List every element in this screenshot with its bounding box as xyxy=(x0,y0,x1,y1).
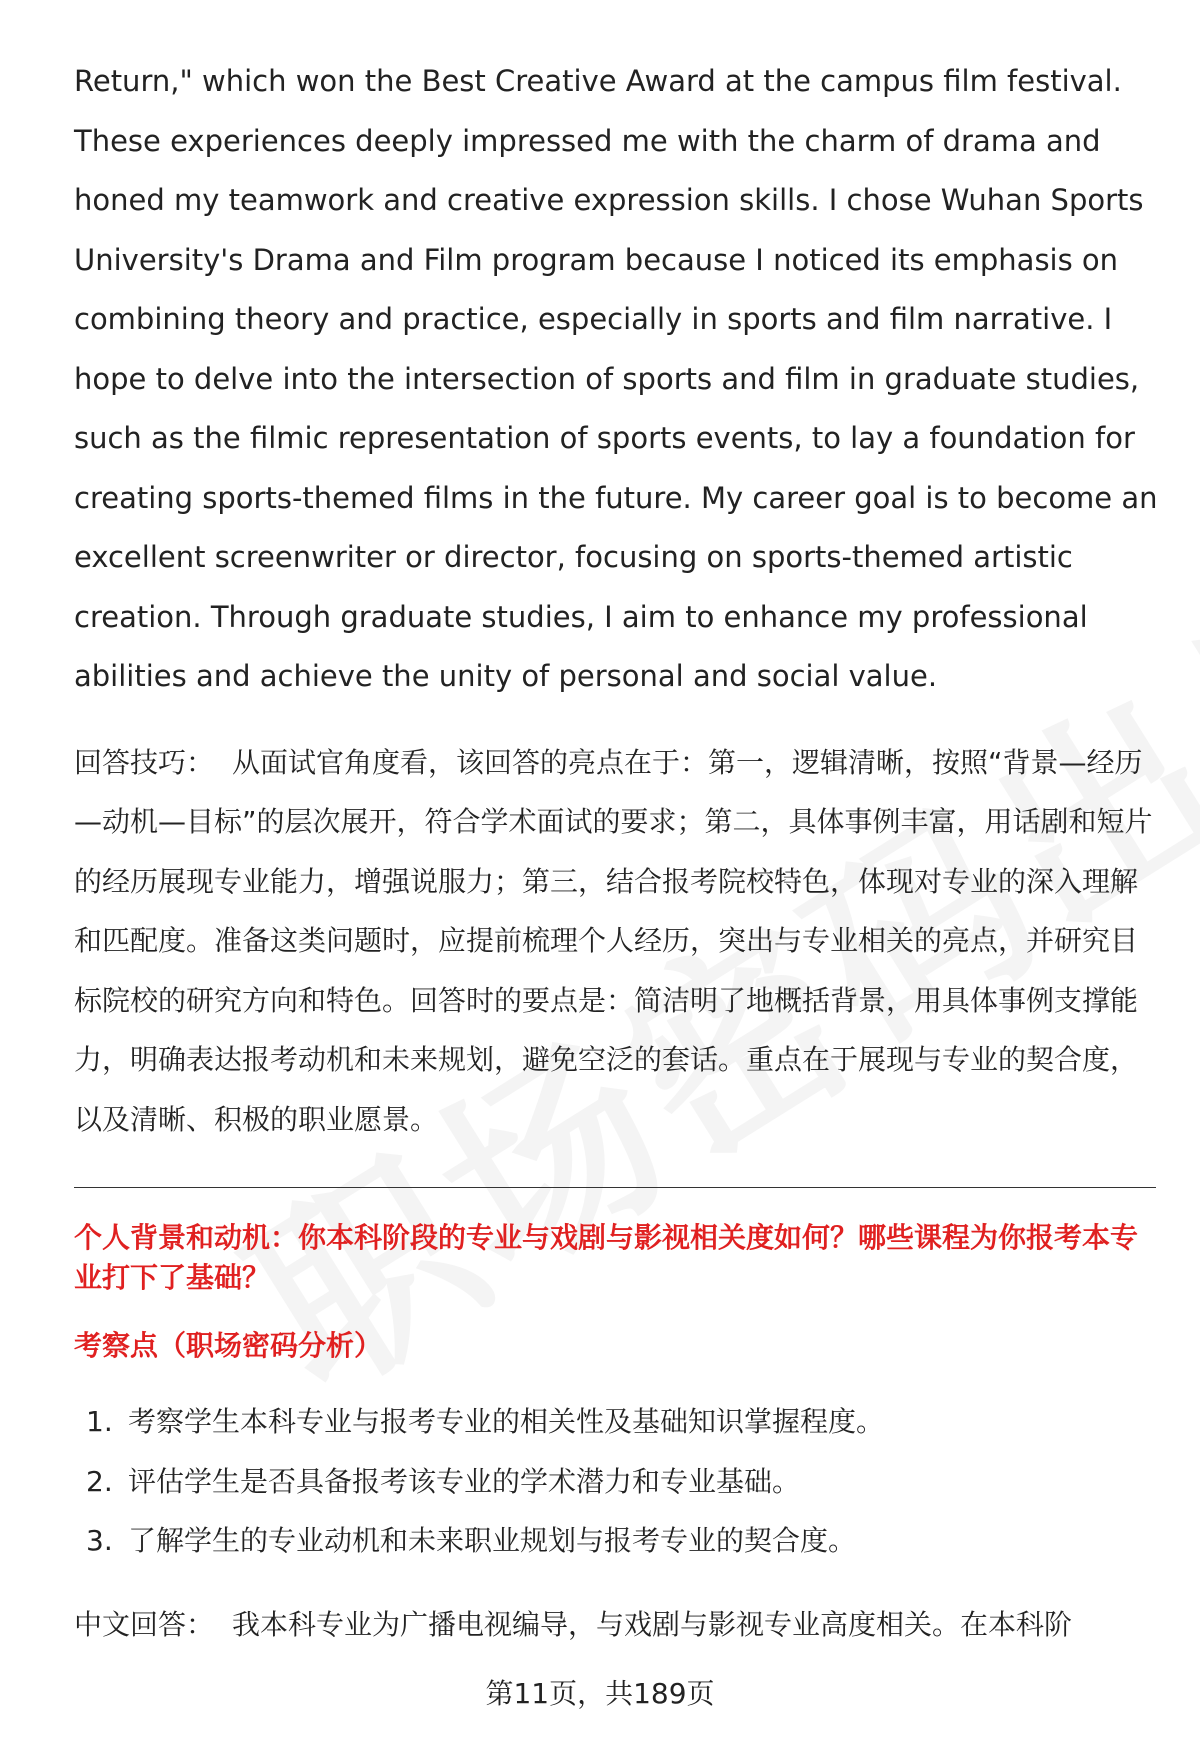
list-item xyxy=(74,1392,1164,1452)
chinese-answer-paragraph xyxy=(74,1595,1164,1655)
english-answer-paragraph: Return," which won the Best Creative Award at the campus film festival. These experiences deeply impressed me with the charm of drama and honed my teamwork and creative expression skills. I chose Wuhan Sports University's Drama and Film program because I noticed its emphasis on combining theory and practice, especially in sports and film narrative. I hope to delve into the intersection of sports and film in graduate studies, such as the filmic representation of sports events, to lay a foundation for creating sports-themed films in the future. My career goal is to become an excellent screenwriter or director, focusing on sports-themed artistic creation. Through graduate studies, I aim to enhance my professional abilities and achieve the unity of personal and social value. xyxy=(74,64,1158,693)
list-item-text: 考察学生本科专业与报考专业的相关性及基础知识掌握程度。 xyxy=(128,1405,885,1438)
chinese-answer-text: 我本科专业为广播电视编导，与戏剧与影视专业高度相关。在本科阶 xyxy=(232,1607,1073,1641)
list-item xyxy=(74,1511,1164,1571)
page-number-footer: 第11页，共189页 xyxy=(485,1677,715,1710)
chinese-answer-label: 中文回答： xyxy=(74,1607,215,1641)
section-divider xyxy=(74,1187,1156,1188)
list-item-number: 3. xyxy=(86,1524,113,1557)
answer-tip-text: 从面试官角度看，该回答的亮点在于：第一，逻辑清晰，按照“背景—经历—动机—目标”的层次展开，符合学术面试的要求；第二，具体事例丰富，用话剧和短片的经历展现专业能力，增强说服力；第三，结合报考院校特色，体现对专业的深入理解和匹配度。准备这类问题时，应提前梳理个人经历，突出与专业相关的亮点，并研究目标院校的研究方向和特色。回答时的要点是：简洁明了地概括背景，用具体事例支撑能力，明确表达报考动机和未来规划，避免空泛的套话。重点在于展现与专业的契合度，以及清晰、积极的职业愿景。 xyxy=(74,745,1153,1136)
answer-tip-label: 回答技巧： xyxy=(74,745,215,779)
assessment-points-list xyxy=(74,1392,1164,1571)
question-heading: 个人背景和动机：你本科阶段的专业与戏剧与影视相关度如何？哪些课程为你报考本专业打下了基础？ xyxy=(74,1221,1139,1294)
assessment-points-title: 考察点（职场密码分析） xyxy=(74,1329,383,1362)
list-item-number: 2. xyxy=(86,1464,113,1498)
list-item-text: 评估学生是否具备报考该专业的学术潜力和专业基础。 xyxy=(128,1464,801,1498)
list-item xyxy=(74,1452,1164,1512)
list-item-text: 了解学生的专业动机和未来职业规划与报考专业的契合度。 xyxy=(128,1524,857,1557)
list-item-number: 1. xyxy=(86,1405,113,1438)
answer-tip-paragraph xyxy=(74,733,1164,1150)
page-content xyxy=(74,52,1164,1654)
